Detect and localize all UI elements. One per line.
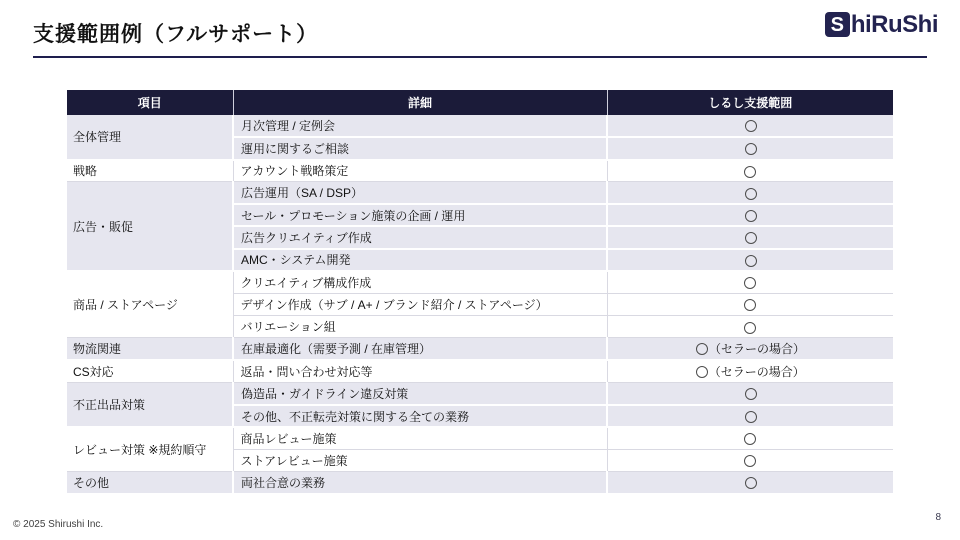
- scope-cell: [607, 383, 893, 405]
- shirushi-logo: [825, 12, 938, 37]
- detail-cell: デザイン作成（サブ / A+ / ブランド紹介 / ストアページ）: [233, 293, 607, 315]
- scope-cell: [607, 449, 893, 471]
- detail-cell: アカウント戦略策定: [233, 160, 607, 182]
- support-scope-table-container: [67, 90, 893, 495]
- detail-cell: 広告クリエイティブ作成: [233, 226, 607, 248]
- item-cell: 物流関連: [67, 338, 233, 360]
- item-cell: CS対応: [67, 360, 233, 382]
- detail-cell: 運用に関するご相談: [233, 137, 607, 159]
- support-circle-icon: [745, 120, 757, 132]
- support-circle-icon: [744, 322, 756, 334]
- scope-cell: [607, 293, 893, 315]
- title-underline-divider: [33, 56, 927, 58]
- support-circle-icon: [745, 143, 757, 155]
- support-circle-icon: [744, 166, 756, 178]
- item-cell: 広告・販促: [67, 182, 233, 271]
- table-row: [67, 472, 893, 494]
- detail-cell: 月次管理 / 定例会: [233, 115, 607, 137]
- support-circle-icon: [696, 366, 708, 378]
- table-row: [67, 271, 893, 293]
- table-row: [67, 115, 893, 137]
- scope-cell: [607, 226, 893, 248]
- scope-cell: [607, 316, 893, 338]
- detail-cell: 広告運用（SA / DSP）: [233, 182, 607, 204]
- support-circle-icon: [744, 277, 756, 289]
- scope-cell: [607, 204, 893, 226]
- scope-cell: [607, 271, 893, 293]
- item-cell: レビュー対策 ※規約順守: [67, 427, 233, 472]
- page-title: 支援範囲例（フルサポート）: [33, 23, 319, 46]
- scope-cell: [607, 160, 893, 182]
- item-cell: 不正出品対策: [67, 383, 233, 428]
- scope-note: （セラーの場合）: [708, 365, 805, 380]
- detail-cell: セール・プロモーション施策の企画 / 運用: [233, 204, 607, 226]
- support-table-body: [67, 115, 893, 494]
- table-row: [67, 360, 893, 382]
- column-header-detail: 詳細: [233, 90, 607, 115]
- detail-cell: その他、不正転売対策に関する全ての業務: [233, 405, 607, 427]
- detail-cell: バリエーション組: [233, 316, 607, 338]
- table-row: [67, 160, 893, 182]
- detail-cell: ストアレビュー施策: [233, 449, 607, 471]
- support-circle-icon: [696, 343, 708, 355]
- table-row: [67, 383, 893, 405]
- scope-cell: [607, 472, 893, 494]
- detail-cell: 在庫最適化（需要予測 / 在庫管理）: [233, 338, 607, 360]
- detail-cell: 返品・問い合わせ対応等: [233, 360, 607, 382]
- support-circle-icon: [744, 455, 756, 467]
- footer-copyright: © 2025 Shirushi Inc.: [13, 519, 104, 530]
- logo-text: hiRuShi: [850, 10, 938, 38]
- scope-cell: [607, 338, 893, 360]
- scope-cell: [607, 405, 893, 427]
- detail-cell: 両社合意の業務: [233, 472, 607, 494]
- column-header-item: 項目: [67, 90, 233, 115]
- item-cell: 戦略: [67, 160, 233, 182]
- detail-cell: 商品レビュー施策: [233, 427, 607, 449]
- scope-cell: [607, 115, 893, 137]
- table-row: [67, 182, 893, 204]
- support-circle-icon: [745, 255, 757, 267]
- scope-cell: [607, 249, 893, 271]
- detail-cell: クリエイティブ構成作成: [233, 271, 607, 293]
- support-circle-icon: [745, 388, 757, 400]
- table-header: [67, 90, 893, 115]
- column-header-scope: しるし支援範囲: [607, 90, 893, 115]
- scope-cell: [607, 360, 893, 382]
- detail-cell: AMC・システム開発: [233, 249, 607, 271]
- page-number: 8: [935, 512, 941, 523]
- scope-cell: [607, 427, 893, 449]
- item-cell: 商品 / ストアページ: [67, 271, 233, 338]
- support-circle-icon: [745, 188, 757, 200]
- detail-cell: 偽造品・ガイドライン違反対策: [233, 383, 607, 405]
- support-circle-icon: [745, 210, 757, 222]
- table-row: [67, 338, 893, 360]
- support-circle-icon: [744, 433, 756, 445]
- support-circle-icon: [744, 299, 756, 311]
- support-scope-table: [67, 90, 893, 495]
- scope-cell: [607, 182, 893, 204]
- scope-cell: [607, 137, 893, 159]
- support-circle-icon: [745, 232, 757, 244]
- scope-note: （セラーの場合）: [708, 342, 805, 357]
- item-cell: 全体管理: [67, 115, 233, 160]
- logo-s-box-icon: S: [825, 12, 850, 37]
- support-circle-icon: [745, 411, 757, 423]
- table-row: [67, 427, 893, 449]
- item-cell: その他: [67, 472, 233, 494]
- support-circle-icon: [745, 477, 757, 489]
